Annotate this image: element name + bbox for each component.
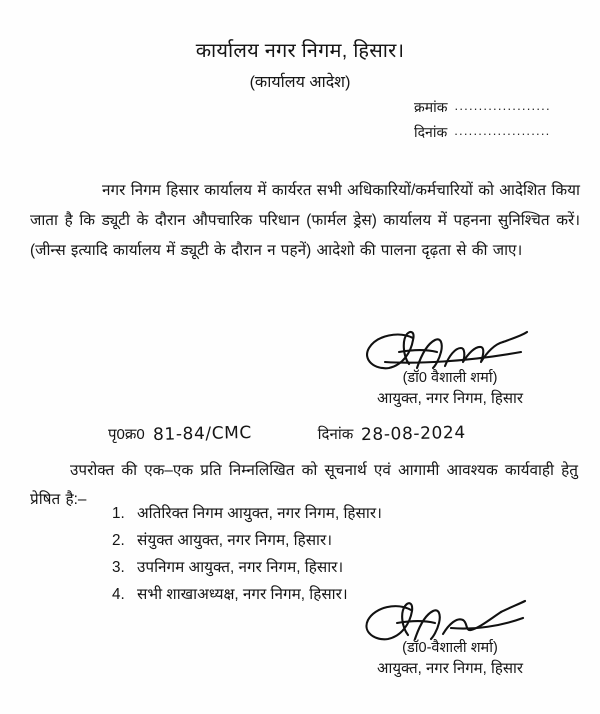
date-row <box>414 123 582 142</box>
list-item-number: 2. <box>112 532 125 549</box>
handwritten-signature-icon <box>325 328 575 374</box>
list-item-number: 1. <box>112 505 125 522</box>
serial-number-row <box>414 98 582 117</box>
signatory-designation: आयुक्त, नगर निगम, हिसार <box>377 390 523 407</box>
memo-date-label: दिनांक <box>317 426 354 443</box>
serial-number-label: क्रमांक <box>414 99 448 115</box>
list-item-label: संयुक्त आयुक्त, नगर निगम, हिसार। <box>137 532 333 549</box>
signatory-name: (डॉ0-वैशाली शर्मा) <box>402 640 498 656</box>
reference-block <box>414 98 582 148</box>
page-subtitle: (कार्यालय आदेश) <box>249 74 351 91</box>
page-title: कार्यालय नगर निगम, हिसार। <box>195 40 405 62</box>
list-item-label: अतिरिक्त निगम आयुक्त, नगर निगम, हिसार। <box>137 505 382 522</box>
list-item-label: उपनिगम आयुक्त, नगर निगम, हिसार। <box>137 559 344 576</box>
signatory-name: (डॉ0 वैशाली शर्मा) <box>402 370 498 386</box>
list-item <box>112 529 382 553</box>
list-item-number: 3. <box>112 559 125 576</box>
memo-reference-row <box>108 424 466 444</box>
memo-ref-label: पृ0क्र0 <box>108 426 145 443</box>
signature-block-lower <box>325 598 575 679</box>
memo-date-value: 28-08-2024 <box>361 422 467 446</box>
list-item <box>112 502 382 526</box>
handwritten-signature-icon <box>325 598 575 644</box>
signature-block-upper <box>325 328 575 409</box>
list-item-number: 4. <box>112 586 125 603</box>
order-body-paragraph: नगर निगम हिसार कार्यालय में कार्यरत सभी अधिकारियों/कर्मचारियों को आदेशित किया जाता है कि ड्यूटी के दौरान औपचारिक परिधान (फार्मल ड्रेस) कार्यालय में पहनना सुनिश्चित करें। (जीन्स इत्यादि कार्यालय में ड्यूटी के दौरान न पहनें) आदेशो की पालना दृढ़ता से की जाए। <box>30 182 580 259</box>
date-label: दिनांक <box>414 124 448 140</box>
list-item <box>112 556 382 580</box>
list-item-label: सभी शाखाअध्यक्ष, नगर निगम, हिसार। <box>137 586 348 603</box>
signatory-designation: आयुक्त, नगर निगम, हिसार <box>377 660 523 677</box>
forwarding-note: उपरोक्त की एक–एक प्रति निम्नलिखित को सूचनार्थ एवं आगामी आवश्यक कार्यवाही हेतु प्रेषित है:– <box>30 462 578 508</box>
serial-number-blank: .................... <box>454 98 551 113</box>
memo-ref-value: 81-84/CMC <box>152 422 252 446</box>
recipient-list <box>112 502 382 610</box>
date-blank: .................... <box>454 123 551 138</box>
